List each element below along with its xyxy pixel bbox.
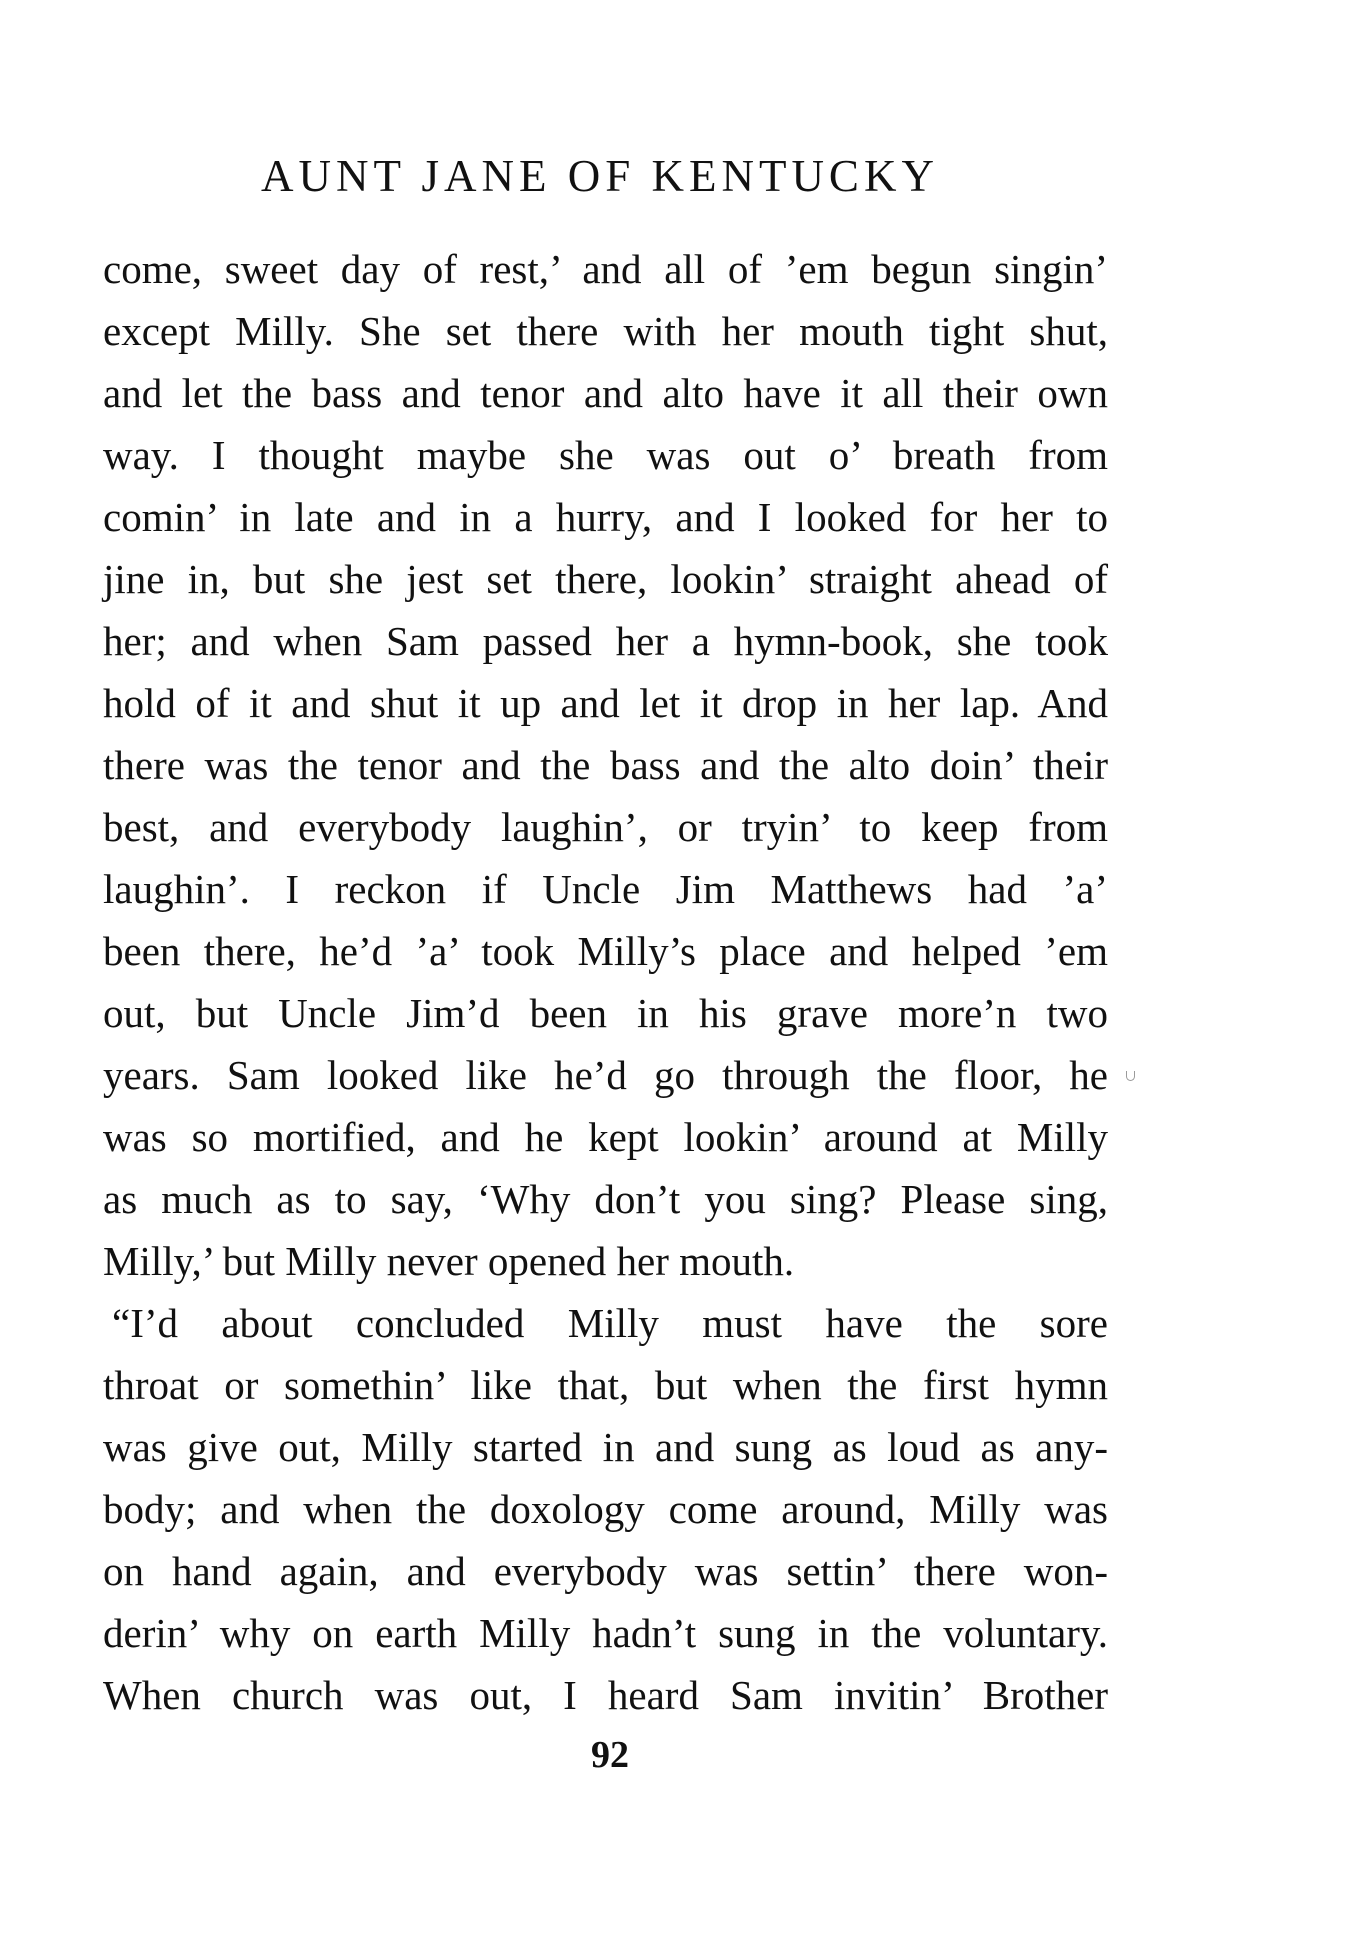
text-line: derin’ why on earth Milly hadn’t sung in the voluntary. [103, 1610, 1108, 1656]
text-line: except Milly. She set there with her mouth tight shut, [103, 308, 1108, 354]
text-line: on hand again, and everybody was settin’ there won- [103, 1548, 1108, 1594]
page-number: 92 [591, 1734, 629, 1776]
paragraph-start-line: “I’d about concluded Milly must have the sore [112, 1300, 1108, 1346]
running-head: AUNT JANE OF KENTUCKY [261, 151, 939, 201]
text-line: and let the bass and tenor and alto have it all their own [103, 370, 1108, 416]
text-line: her; and when Sam passed her a hymn-book, she took [103, 618, 1108, 664]
text-line: been there, he’d ’a’ took Milly’s place and helped ’em [103, 928, 1108, 974]
text-line: hold of it and shut it up and let it drop in her lap. And [103, 680, 1108, 726]
text-line: there was the tenor and the bass and the alto doin’ their [103, 742, 1108, 788]
body-text [103, 238, 1108, 1726]
text-line: as much as to say, ‘Why don’t you sing? Please sing, [103, 1176, 1108, 1222]
text-line: jine in, but she jest set there, lookin’ straight ahead of [103, 556, 1108, 602]
text-line: was so mortified, and he kept lookin’ around at Milly [103, 1114, 1108, 1160]
text-line: come, sweet day of rest,’ and all of ’em begun singin’ [103, 246, 1108, 292]
text-line: best, and everybody laughin’, or tryin’ to keep from [103, 804, 1108, 850]
text-line: was give out, Milly started in and sung as loud as any- [103, 1424, 1108, 1470]
margin-speck [1126, 1071, 1135, 1081]
text-line: body; and when the doxology come around, Milly was [103, 1486, 1108, 1532]
text-line: years. Sam looked like he’d go through the floor, he [103, 1052, 1108, 1098]
text-line: throat or somethin’ like that, but when the first hymn [103, 1362, 1108, 1408]
text-line: out, but Uncle Jim’d been in his grave more’n two [103, 990, 1108, 1036]
text-line: When church was out, I heard Sam invitin’ Brother [103, 1672, 1108, 1718]
text-line: way. I thought maybe she was out o’ breath from [103, 432, 1108, 478]
text-line: laughin’. I reckon if Uncle Jim Matthews had ’a’ [103, 866, 1108, 912]
paragraph-end-line: Milly,’ but Milly never opened her mouth. [103, 1238, 795, 1284]
text-line: comin’ in late and in a hurry, and I looked for her to [103, 494, 1108, 540]
